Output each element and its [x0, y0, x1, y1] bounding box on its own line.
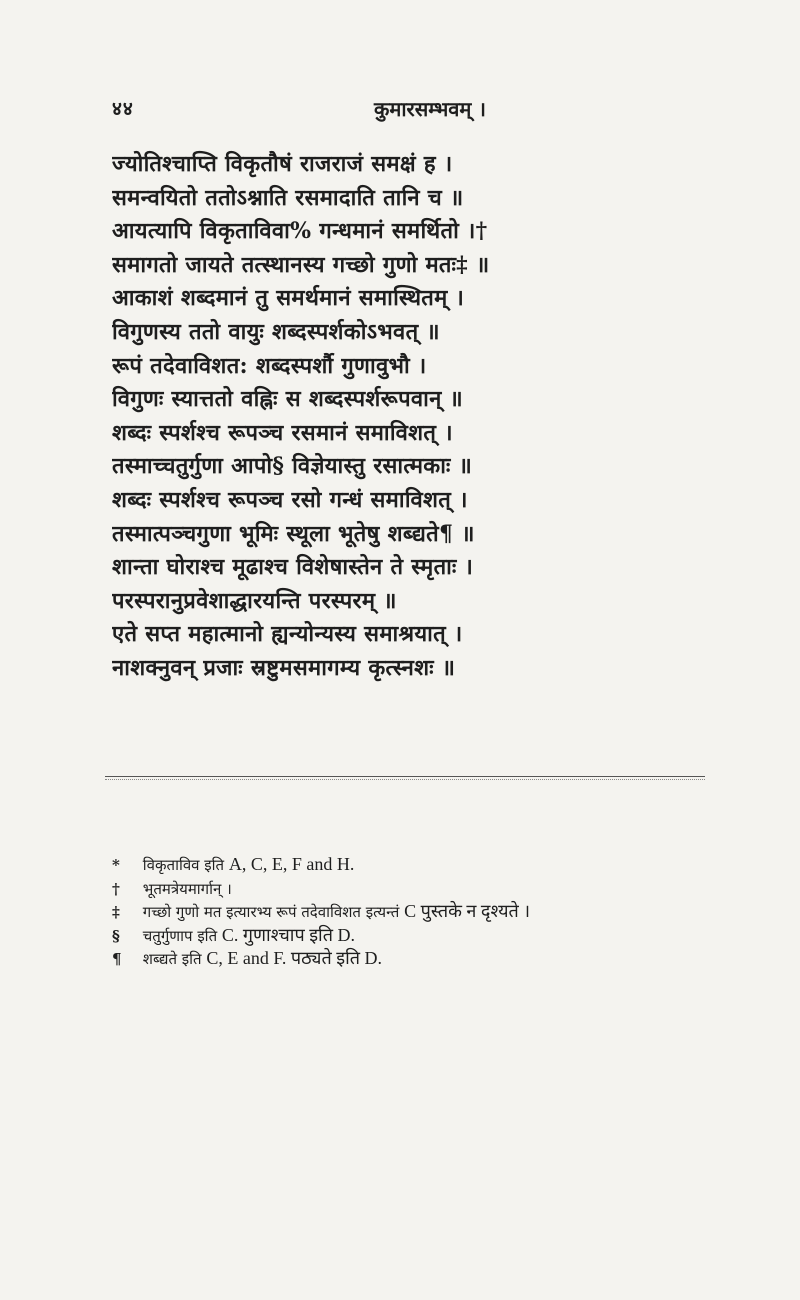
verse-line: एते सप्त महात्मानो ह्यन्योन्यस्य समाश्रयात् । [112, 621, 463, 648]
footnote [112, 947, 732, 971]
footnote-mark: ‡ [112, 903, 120, 921]
verse-line: विगुणः स्यात्ततो वह्निः स शब्दस्पर्शरूपवान् ॥ [112, 386, 464, 413]
footnote-divider-dotted [105, 779, 705, 780]
verse-line: तस्मात्पञ्चगुणा भूमिः स्थूला भूतेषु शब्द्यते¶ ॥ [112, 520, 475, 547]
footnote-text: गच्छो गुणो मत इत्यारभ्य रूपं तदेवाविशत इत्यन्तं [142, 903, 400, 921]
footnote-mark: * [112, 856, 120, 874]
footnote-text: भूतमत्रेयमार्गान् । [142, 879, 232, 898]
footnotes [112, 853, 732, 971]
page-header [0, 95, 800, 125]
verse-block [112, 148, 702, 686]
verse-line: रूपं तदेवाविशत: शब्दस्पर्शौ गुणावुभौ । [112, 352, 427, 379]
footnote-text: चतुर्गुणाप इति [142, 926, 218, 945]
footnote-latin: C. गुणाश्चाप इति D. [221, 924, 355, 945]
footnote-mark: ¶ [112, 950, 122, 968]
verse-line: ज्योतिश्चाप्ति विकृतौषं राजराजं समक्षं ह । [112, 151, 453, 177]
footnote-latin: C, E and F. पठ्यते इति D. [206, 948, 382, 968]
footnote-latin: C पुस्तके न दृश्यते । [404, 901, 531, 921]
verse-line: तस्माच्चतुर्गुणा आपो§ विज्ञेयास्तु रसात्मकाः ॥ [112, 453, 473, 480]
running-title: कुमारसम्भवम् । [374, 97, 486, 121]
verse-line: समागतो जायते तत्स्थानस्य गच्छो गुणो मतः‡ ॥ [112, 251, 490, 278]
footnote-latin: A, C, E, F and H. [228, 854, 355, 874]
footnote-mark: § [112, 926, 120, 945]
footnote [112, 853, 732, 877]
verse-line: आकाशं शब्दमानं तु समर्थमानं समास्थितम् । [112, 285, 465, 312]
footnote [112, 900, 732, 924]
verse-line: विगुणस्य ततो वायुः शब्दस्पर्शकोऽभवत् ॥ [112, 318, 440, 345]
footnote-text: विकृताविव इति [142, 856, 225, 874]
verse-line: समन्वयितो ततोऽश्नाति रसमादाति तानि च ॥ [112, 184, 464, 211]
verse-line: आयत्यापि विकृताविवा% गन्धमानं समर्थितो ।† [112, 218, 488, 245]
verse-line: नाशक्नुवन् प्रजाः स्रष्टुमसमागम्य कृत्स्नशः ॥ [112, 654, 456, 681]
footnote [112, 924, 732, 948]
verse-line: शान्ता घोराश्च मूढाश्च विशेषास्तेन ते स्मृताः । [112, 554, 474, 581]
footnote-text: शब्द्यते इति [142, 950, 202, 968]
page-number: ४४ [112, 98, 134, 120]
verse-line: शब्दः स्पर्शश्च रूपञ्च रसमानं समाविशत् । [112, 419, 453, 446]
footnote-divider [105, 776, 705, 777]
footnote-mark: † [112, 879, 120, 898]
verse-line: शब्दः स्पर्शश्च रूपञ्च रसो गन्धं समाविशत् । [112, 486, 468, 513]
verse-line: परस्परानुप्रवेशाद्धारयन्ति परस्परम् ॥ [112, 587, 397, 614]
footnote [112, 877, 732, 901]
